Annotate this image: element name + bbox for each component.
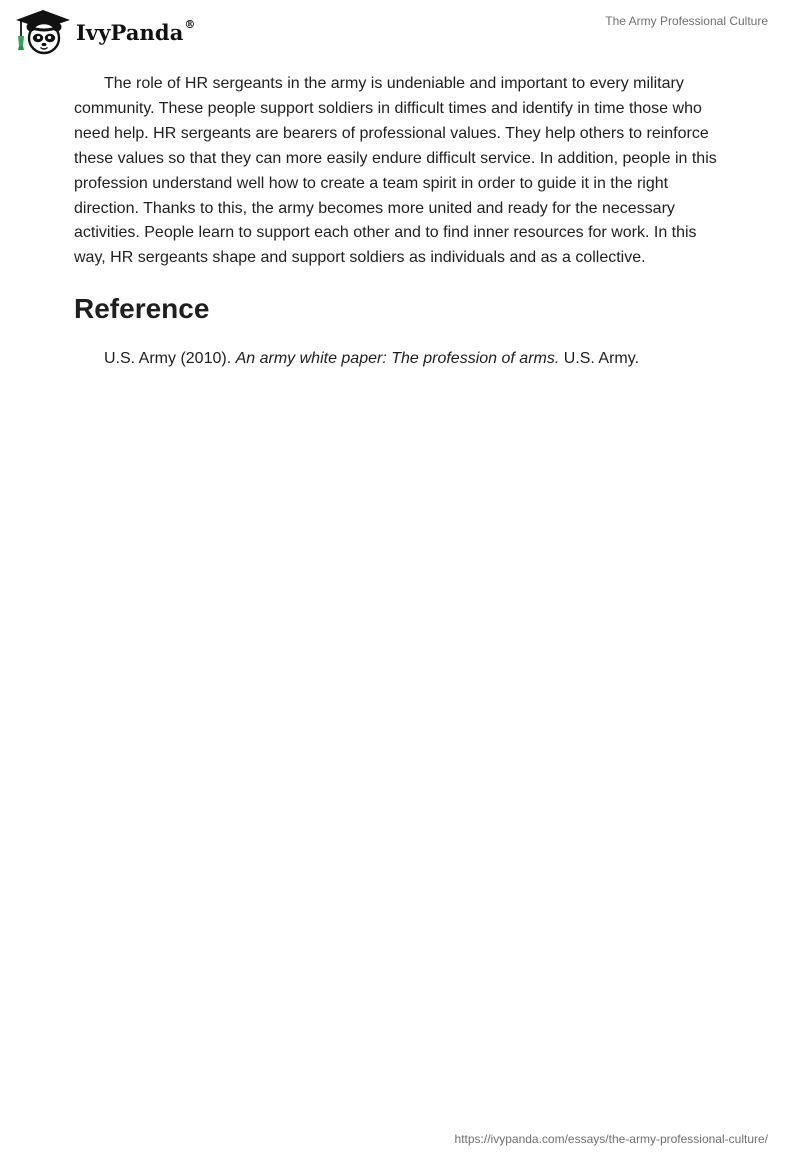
running-title: The Army Professional Culture [605,14,768,28]
registered-mark: ® [184,17,196,31]
body-paragraph: The role of HR sergeants in the army is undeniable and important to every military community. These people support soldiers in difficult times and identify in time those who need help. HR sergeants are bearers of professional values. They help others to reinforce these values so that they can more easily endure difficult service. In addition, people in this profession understand well how to create a team spirit in order to guide it in the right direction. Thanks to this, the army becomes more united and ready for the necessary activities. People learn to support each other and to find inner resources for work. In this way, HR sergeants shape and support soldiers as individuals and as a collective. [74,75,717,267]
logo-wordmark [76,17,196,45]
footer-url[interactable]: https://ivypanda.com/essays/the-army-professional-culture/ [454,1132,768,1146]
ivypanda-logo[interactable] [14,8,196,58]
logo-name: IvyPanda [76,19,184,45]
reference-author-year: U.S. Army (2010). [104,350,236,368]
reference-heading: Reference [74,293,210,325]
reference-title: An army white paper: The profession of arms. [235,350,560,368]
reference-publisher: U.S. Army. [559,350,640,368]
panda-graduate-icon [14,8,72,58]
reference-entry [74,347,724,371]
essay-content [74,72,724,371]
